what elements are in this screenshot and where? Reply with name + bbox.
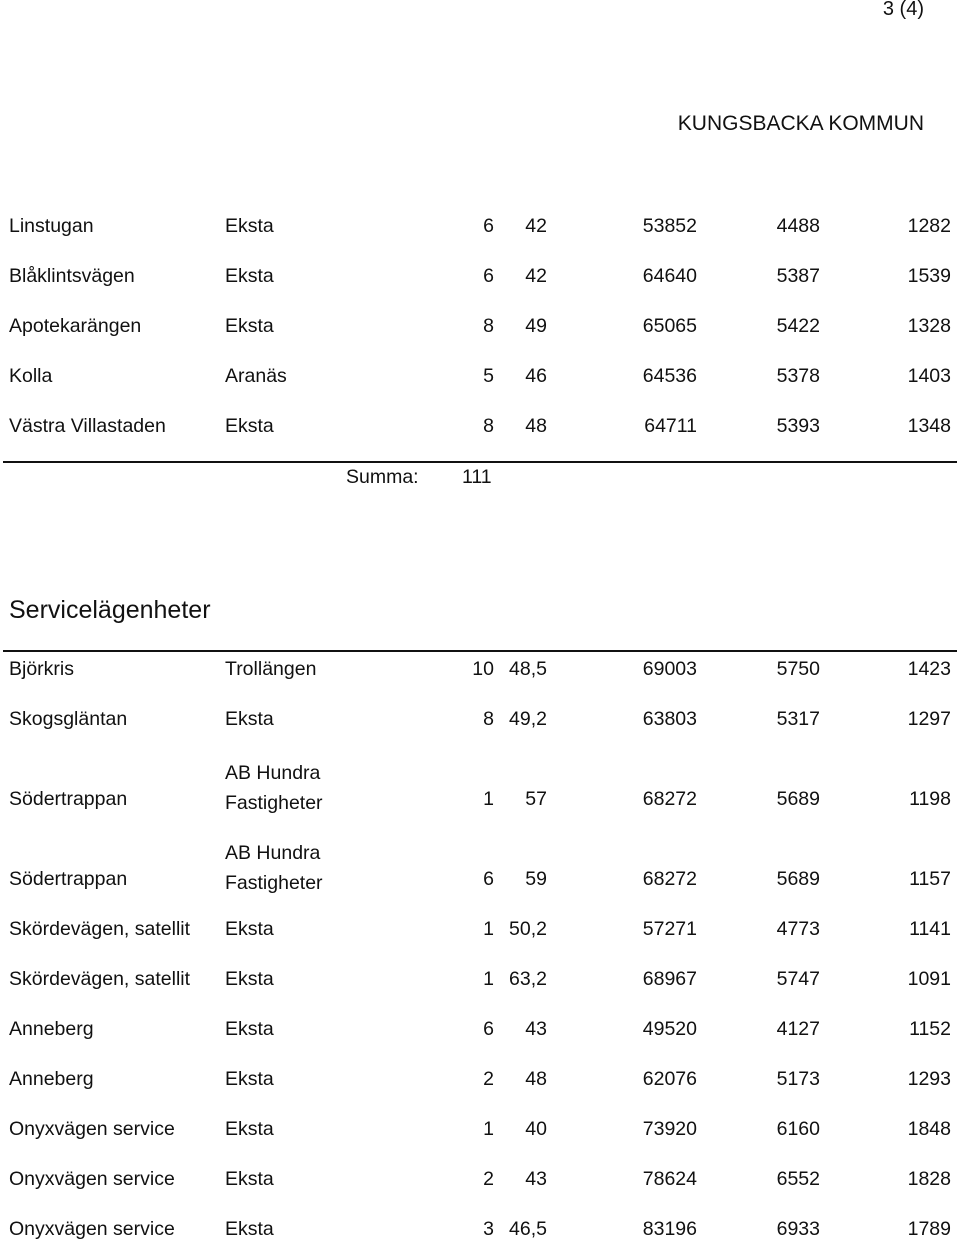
cell-size: 42 bbox=[525, 265, 547, 287]
cell-name: Södertrappan bbox=[9, 868, 128, 890]
cell-value-3: 1152 bbox=[909, 1018, 951, 1040]
cell-size: 48 bbox=[525, 415, 547, 437]
cell-value-2: 5378 bbox=[776, 365, 820, 387]
cell-rooms: 8 bbox=[483, 708, 494, 730]
cell-value-2: 5393 bbox=[776, 415, 820, 437]
cell-area: Aranäs bbox=[225, 365, 287, 387]
cell-value-2: 4773 bbox=[776, 918, 820, 940]
table-row bbox=[0, 694, 960, 744]
table-row bbox=[0, 644, 960, 694]
cell-area: Eksta bbox=[225, 265, 274, 287]
cell-name: Björkris bbox=[9, 658, 75, 680]
cell-rooms: 6 bbox=[483, 265, 494, 287]
cell-name: Anneberg bbox=[9, 1068, 94, 1090]
cell-value-3: 1198 bbox=[909, 788, 951, 810]
table-row bbox=[0, 954, 960, 1004]
cell-value-3: 1848 bbox=[907, 1118, 951, 1140]
cell-name: Kolla bbox=[9, 365, 53, 387]
cell-area: Eksta bbox=[225, 1068, 274, 1090]
table-row bbox=[0, 401, 960, 451]
cell-rooms: 5 bbox=[483, 365, 494, 387]
cell-area: Eksta bbox=[225, 215, 274, 237]
table-row bbox=[0, 744, 960, 824]
cell-value-2: 5422 bbox=[776, 315, 820, 337]
cell-value-1: 68272 bbox=[642, 788, 697, 810]
cell-area-line-2: Fastigheter bbox=[225, 872, 323, 894]
cell-value-1: 63803 bbox=[642, 708, 697, 730]
cell-value-1: 68272 bbox=[642, 868, 697, 890]
cell-size: 48 bbox=[525, 1068, 547, 1090]
table-group-2 bbox=[0, 644, 960, 1254]
cell-value-1: 64711 bbox=[644, 415, 697, 437]
cell-value-3: 1297 bbox=[907, 708, 951, 730]
table-group-1 bbox=[0, 201, 960, 451]
cell-size: 49 bbox=[525, 315, 547, 337]
table-row bbox=[0, 301, 960, 351]
cell-size: 49,2 bbox=[509, 708, 547, 730]
cell-name: Linstugan bbox=[9, 215, 94, 237]
cell-value-2: 5747 bbox=[776, 968, 820, 990]
cell-area: Eksta bbox=[225, 1118, 274, 1140]
cell-value-1: 64640 bbox=[642, 265, 697, 287]
cell-size: 57 bbox=[525, 788, 547, 810]
table-row bbox=[0, 251, 960, 301]
cell-size: 46,5 bbox=[509, 1218, 547, 1240]
cell-name: Skördevägen, satellit bbox=[9, 918, 191, 940]
cell-value-2: 6933 bbox=[776, 1218, 820, 1240]
cell-area bbox=[225, 758, 323, 818]
section-title: Servicelägenheter bbox=[9, 596, 211, 624]
cell-name: Skördevägen, satellit bbox=[9, 968, 191, 990]
cell-rooms: 1 bbox=[483, 968, 494, 990]
cell-name: Västra Villastaden bbox=[9, 415, 166, 437]
cell-value-3: 1282 bbox=[907, 215, 951, 237]
cell-value-1: 78624 bbox=[642, 1168, 697, 1190]
cell-size: 42 bbox=[525, 215, 547, 237]
cell-rooms: 1 bbox=[483, 1118, 494, 1140]
cell-rooms: 6 bbox=[483, 215, 494, 237]
table-row bbox=[0, 351, 960, 401]
cell-value-2: 6552 bbox=[776, 1168, 820, 1190]
table-row bbox=[0, 1104, 960, 1154]
cell-value-2: 4488 bbox=[776, 215, 820, 237]
cell-value-1: 64536 bbox=[642, 365, 697, 387]
cell-area: Eksta bbox=[225, 315, 274, 337]
cell-value-2: 5173 bbox=[776, 1068, 820, 1090]
cell-value-2: 6160 bbox=[776, 1118, 820, 1140]
cell-rooms: 10 bbox=[472, 658, 494, 680]
cell-rooms: 8 bbox=[483, 415, 494, 437]
cell-value-1: 49520 bbox=[642, 1018, 697, 1040]
cell-rooms: 8 bbox=[483, 315, 494, 337]
cell-value-3: 1423 bbox=[907, 658, 951, 680]
table-row bbox=[0, 1054, 960, 1104]
cell-size: 63,2 bbox=[509, 968, 547, 990]
cell-size: 43 bbox=[525, 1168, 547, 1190]
cell-size: 40 bbox=[525, 1118, 547, 1140]
cell-value-1: 65065 bbox=[642, 315, 697, 337]
summa-value: 111 bbox=[462, 466, 492, 488]
cell-rooms: 1 bbox=[483, 788, 494, 810]
table-row bbox=[0, 1154, 960, 1204]
cell-area bbox=[225, 838, 323, 898]
cell-value-1: 57271 bbox=[642, 918, 697, 940]
table-row bbox=[0, 1004, 960, 1054]
cell-value-2: 5689 bbox=[776, 868, 820, 890]
page-number: 3 (4) bbox=[882, 0, 924, 20]
cell-value-1: 69003 bbox=[642, 658, 697, 680]
cell-value-2: 5317 bbox=[776, 708, 820, 730]
cell-name: Onyxvägen service bbox=[9, 1118, 175, 1140]
cell-rooms: 6 bbox=[483, 868, 494, 890]
cell-size: 43 bbox=[525, 1018, 547, 1040]
table-row bbox=[0, 1204, 960, 1254]
cell-size: 50,2 bbox=[509, 918, 547, 940]
cell-value-3: 1091 bbox=[907, 968, 951, 990]
cell-value-3: 1328 bbox=[907, 315, 951, 337]
cell-name: Onyxvägen service bbox=[9, 1218, 175, 1240]
cell-value-1: 73920 bbox=[642, 1118, 697, 1140]
cell-size: 48,5 bbox=[509, 658, 547, 680]
cell-area: Eksta bbox=[225, 968, 274, 990]
summa-label: Summa: bbox=[346, 466, 419, 488]
cell-value-1: 62076 bbox=[642, 1068, 697, 1090]
cell-value-3: 1157 bbox=[909, 868, 951, 890]
cell-area: Eksta bbox=[225, 918, 274, 940]
cell-value-1: 83196 bbox=[642, 1218, 697, 1240]
cell-area-line-2: Fastigheter bbox=[225, 792, 323, 814]
cell-name: Södertrappan bbox=[9, 788, 128, 810]
cell-area: Trollängen bbox=[225, 658, 317, 680]
cell-area: Eksta bbox=[225, 1168, 274, 1190]
cell-name: Apotekarängen bbox=[9, 315, 142, 337]
cell-value-3: 1293 bbox=[907, 1068, 951, 1090]
organization-name: KUNGSBACKA KOMMUN bbox=[677, 112, 924, 135]
cell-value-3: 1789 bbox=[907, 1218, 951, 1240]
cell-area: Eksta bbox=[225, 1218, 274, 1240]
cell-area: Eksta bbox=[225, 415, 274, 437]
cell-name: Onyxvägen service bbox=[9, 1168, 175, 1190]
summary-divider bbox=[3, 461, 957, 463]
cell-value-3: 1348 bbox=[907, 415, 951, 437]
table-row bbox=[0, 904, 960, 954]
cell-name: Blåklintsvägen bbox=[9, 265, 135, 287]
cell-area-line-1: AB Hundra bbox=[225, 842, 321, 864]
cell-area: Eksta bbox=[225, 708, 274, 730]
cell-rooms: 6 bbox=[483, 1018, 494, 1040]
table-row bbox=[0, 201, 960, 251]
cell-value-3: 1828 bbox=[907, 1168, 951, 1190]
cell-name: Anneberg bbox=[9, 1018, 94, 1040]
cell-area-line-1: AB Hundra bbox=[225, 762, 321, 784]
cell-rooms: 3 bbox=[483, 1218, 494, 1240]
cell-value-3: 1403 bbox=[907, 365, 951, 387]
cell-value-2: 5689 bbox=[776, 788, 820, 810]
cell-rooms: 2 bbox=[483, 1068, 494, 1090]
cell-size: 46 bbox=[525, 365, 547, 387]
table-row bbox=[0, 824, 960, 904]
cell-value-1: 68967 bbox=[642, 968, 697, 990]
cell-value-3: 1141 bbox=[909, 918, 951, 940]
cell-value-2: 4127 bbox=[776, 1018, 820, 1040]
cell-value-3: 1539 bbox=[907, 265, 951, 287]
cell-value-1: 53852 bbox=[642, 215, 697, 237]
cell-value-2: 5750 bbox=[776, 658, 820, 680]
cell-name: Skogsgläntan bbox=[9, 708, 128, 730]
cell-area: Eksta bbox=[225, 1018, 274, 1040]
cell-size: 59 bbox=[525, 868, 547, 890]
cell-rooms: 2 bbox=[483, 1168, 494, 1190]
cell-rooms: 1 bbox=[483, 918, 494, 940]
cell-value-2: 5387 bbox=[776, 265, 820, 287]
